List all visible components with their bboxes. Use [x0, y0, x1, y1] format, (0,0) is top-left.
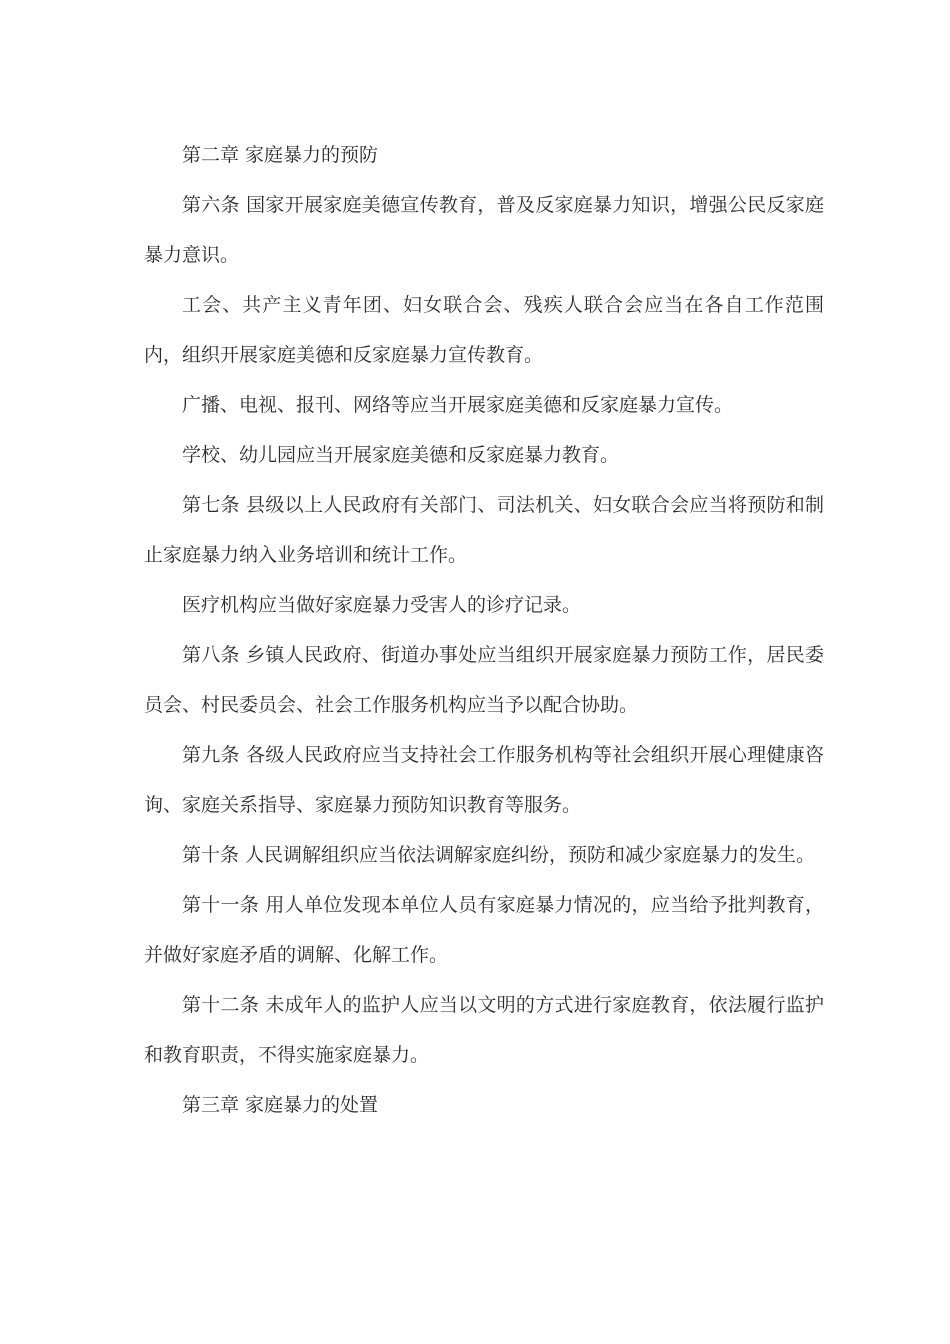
chapter-heading-3: 第三章 家庭暴力的处置 [182, 1094, 379, 1116]
article-9: 第九条 各级人民政府应当支持社会工作服务机构等社会组织开展心理健康咨询、家庭关系指导、家庭暴力预防知识教育等服务。 [144, 744, 824, 816]
article-6-para-3: 广播、电视、报刊、网络等应当开展家庭美德和反家庭暴力宣传。 [182, 394, 734, 416]
article-6-para-4: 学校、幼儿园应当开展家庭美德和反家庭暴力教育。 [182, 444, 620, 466]
document-body [144, 130, 824, 1130]
article-10: 第十条 人民调解组织应当依法调解家庭纠纷，预防和减少家庭暴力的发生。 [182, 844, 816, 866]
article-11: 第十一条 用人单位发现本单位人员有家庭暴力情况的，应当给予批判教育，并做好家庭矛盾的调解、化解工作。 [144, 894, 824, 966]
article-6-para-2: 工会、共产主义青年团、妇女联合会、残疾人联合会应当在各自工作范围内，组织开展家庭美德和反家庭暴力宣传教育。 [144, 294, 824, 366]
article-8: 第八条 乡镇人民政府、街道办事处应当组织开展家庭暴力预防工作，居民委员会、村民委员会、社会工作服务机构应当予以配合协助。 [144, 644, 824, 716]
article-12: 第十二条 未成年人的监护人应当以文明的方式进行家庭教育，依法履行监护和教育职责，不得实施家庭暴力。 [144, 994, 824, 1066]
article-7-para-2: 医疗机构应当做好家庭暴力受害人的诊疗记录。 [182, 594, 582, 616]
article-7: 第七条 县级以上人民政府有关部门、司法机关、妇女联合会应当将预防和制止家庭暴力纳入业务培训和统计工作。 [144, 494, 824, 566]
article-6: 第六条 国家开展家庭美德宣传教育，普及反家庭暴力知识，增强公民反家庭暴力意识。 [144, 194, 824, 266]
chapter-heading-2: 第二章 家庭暴力的预防 [182, 144, 379, 166]
